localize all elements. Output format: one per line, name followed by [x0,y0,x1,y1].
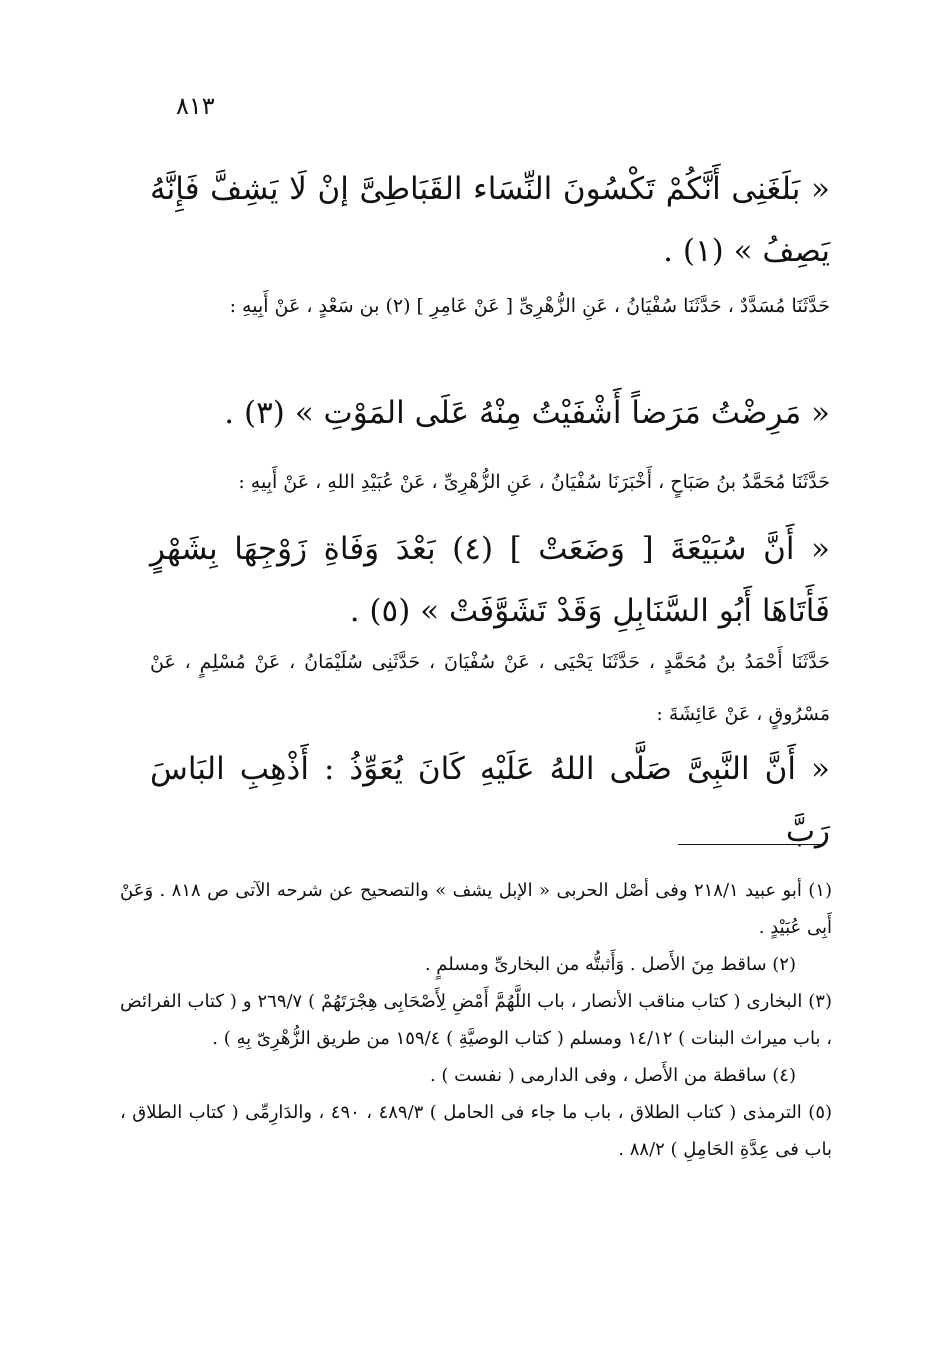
hadith-text: « أَنَّ النَّبِىَّ صَلَّى اللهُ عَلَيْهِ كَانَ يُعَوِّذُ : أَذْهِبِ البَاسَ رَبَّ [150,751,830,849]
hadith-text: « بَلَغَنِى أَنَّكُمْ تَكْسُونَ النِّسَاء القَبَاطِىَّ إنْ لَا يَشِفَّ فَإِنَّهُ يَصِفُ » (١) . [150,171,830,269]
footnote-divider [678,844,824,845]
page-number: ٨١٣ [176,92,215,120]
hadith-text: « مَرِضْتُ مَرَضاً أَشْفَيْتُ مِنْهُ عَلَى المَوْتِ » (٣) . [224,395,830,431]
footnote: (٤) ساقطة من الأَصل ، وفى الدارمى ( نفست ) . [429,1065,796,1086]
footnotes [120,872,832,1168]
isnad-text: حَدَّثَنَا مُحَمَّدُ بنُ صَبَاحٍ ، أَخْبَرَنَا سُفْيَانُ ، عَنِ الزُّهْرِىِّ ، عَنْ عُبَيْدِ اللهِ ، عَنْ أَبِيهِ : [238,471,830,493]
footnote: (٣) البخارى ( كتاب مناقب الأنصار ، باب اللَّهُمَّ أَمْضِ لِأَصْحَابِى هِجْرَتَهُمْ ) ٢٦٩/٧ و ( كتاب الفرائض ، باب ميراث البنات ) ١٤/١٢ ومسلم ( كتاب الوصيَّةِ ) ١٥٩/٤ من طريق الزُّهْرِىّ بِهِ ) . [120,991,832,1049]
hadith-text: « أَنَّ سُبَيْعَةَ [ وَضَعَتْ ] (٤) بَعْدَ وَفَاةِ زَوْجِهَا بِشَهْرٍ فَأَتَاهَا أَبُو السَّنَابِلِ وَقَدْ تَشَوَّفَتْ » (٥) . [150,531,831,629]
footnote: (١) أبو عبيد ٢١٨/١ وفى أصْل الحربى « الإبل يشف » والتصحيح عن شرحه الآتى ص ٨١٨ . وَعَنْ أَبِى عُبَيْدٍ . [120,880,832,938]
footnote: (٥) الترمذى ( كتاب الطلاق ، باب ما جاء فى الحامل ) ٤٨٩/٣ ، ٤٩٠ ، والدَارِمِّى ( كتاب الطلاق ، باب فى عِدَّةِ الحَامِلِ ) ٨٨/٢ . [120,1102,833,1160]
isnad-text: حَدَّثَنَا مُسَدَّدٌ ، حَدَّثَنَا سُفْيَانُ ، عَنِ الزُّهْرِىِّ [ عَنْ عَامِرِ ] (٢) بن سَعْدٍ ، عَنْ أَبِيهِ : [229,295,830,317]
isnad-text: حَدَّثَنَا أَحْمَدُ بنُ مُحَمَّدٍ ، حَدَّثَنَا يَحْيَى ، عَنْ سُفْيَانَ ، حَدَّثَنِى سُلَيْمَانُ ، عَنْ مُسْلِمٍ ، عَنْ مَسْرُوقٍ ، عَنْ عَائِشَةَ : [150,651,830,725]
footnote: (٢) ساقط مِنَ الأَصل . وَأَثبتُّه من البخارىِّ ومسلمٍ . [424,954,796,975]
